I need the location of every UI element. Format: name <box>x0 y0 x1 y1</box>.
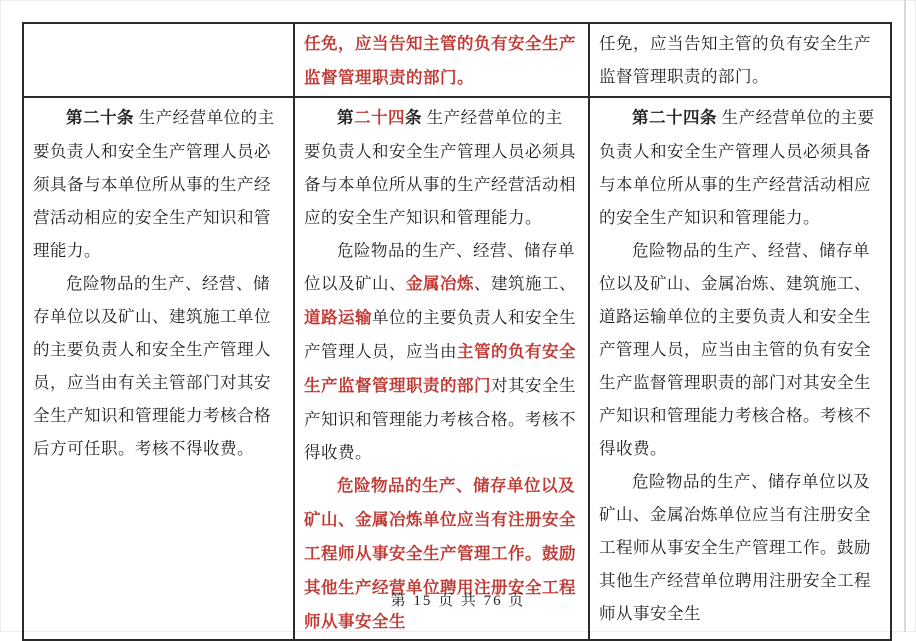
text-run: 对其安全生产知识和管理能力考核合格。考核不得收费。 <box>304 376 576 462</box>
cell-new-law-article-24 <box>589 97 891 640</box>
page-number: 第 15 页 共 76 页 <box>390 593 526 609</box>
table-row-continuation <box>23 23 891 97</box>
text-run: 危险物品的生产、经营、储存单位以及矿山、金属冶炼、建筑施工、道路运输单位的主要负责人和安全生产管理人员，应当由主管的负有安全生产监督管理职责的部门对其安全生产知识和管理能力考核合格。考核不得收费。 <box>599 241 871 458</box>
article-number: 条 <box>405 109 422 127</box>
text-run: 危险物品的生产、经营、储存单位以及矿山、建筑施工单位的主要负责人和安全生产管理人员，应当由有关主管部门对其安全生产知识和管理能力考核合格后方可任职。考核不得收费。 <box>33 274 271 458</box>
revision-text-run: 主管的负有安全生产监督管理职责的部门 <box>304 343 576 395</box>
law-comparison-table <box>22 22 892 641</box>
text-run: 单位的主要负责人和安全生产管理人员，应当由 <box>304 308 576 361</box>
text-run: 生产经营单位的主要负责人和安全生产管理人员必须具备与本单位所从事的生产经营活动相应的安全生产知识和管理能力。 <box>599 108 875 227</box>
article-number: 第二十条 <box>66 109 134 127</box>
paragraph <box>304 101 579 234</box>
table-row-article <box>23 97 891 640</box>
text-run: 任免，应当告知主管的负有安全生产监督管理职责的部门。 <box>599 34 871 86</box>
paragraph <box>599 101 881 234</box>
revision-text-run: 二十四 <box>354 109 405 127</box>
paragraph <box>599 27 881 93</box>
article-number: 第 <box>337 109 354 127</box>
cell-revision-markup-continuation <box>294 23 589 97</box>
cell-new-law-continuation <box>589 23 891 97</box>
paragraph <box>304 27 579 95</box>
text-run: 生产经营单位的主要负责人和安全生产管理人员必须具备与本单位所从事的生产经营活动相应的安全生产知识和管理能力。 <box>33 108 275 260</box>
revision-text-run: 道路运输 <box>304 309 372 327</box>
cell-old-law-continuation-empty <box>23 23 294 97</box>
revision-text-run: 金属冶炼 <box>406 275 474 293</box>
paragraph <box>33 101 284 267</box>
text-run: 危险物品的生产、经营、储存单位以及矿山、 <box>304 241 575 293</box>
paragraph <box>33 267 284 465</box>
cell-revision-markup-article-24 <box>294 97 589 640</box>
page-edge-line <box>904 0 906 632</box>
cell-old-law-article-20 <box>23 97 294 640</box>
paragraph <box>304 234 579 469</box>
text-run: 任免，应当告知主管的负有安全生产监督管理职责的部门。 <box>304 35 576 87</box>
text-run: 、建筑施工、 <box>474 274 576 293</box>
text-run: 危险物品的生产、储存单位以及矿山、金属冶炼单位应当有注册安全工程师从事安全生产管理工作。鼓励其他生产经营单位聘用注册安全工程师从事安全生 <box>599 472 871 623</box>
paragraph <box>599 234 881 465</box>
paragraph <box>304 469 579 639</box>
article-number: 第二十四条 <box>632 109 717 127</box>
text-run: 生产经营单位的主要负责人和安全生产管理人员必须具备与本单位所从事的生产经营活动相应的安全生产知识和管理能力。 <box>304 108 576 227</box>
revision-text-run: 危险物品的生产、储存单位以及矿山、金属冶炼单位应当有注册安全工程师从事安全生产管理工作。鼓励其他生产经营单位聘用注册安全工程师从事安全生 <box>304 477 576 631</box>
